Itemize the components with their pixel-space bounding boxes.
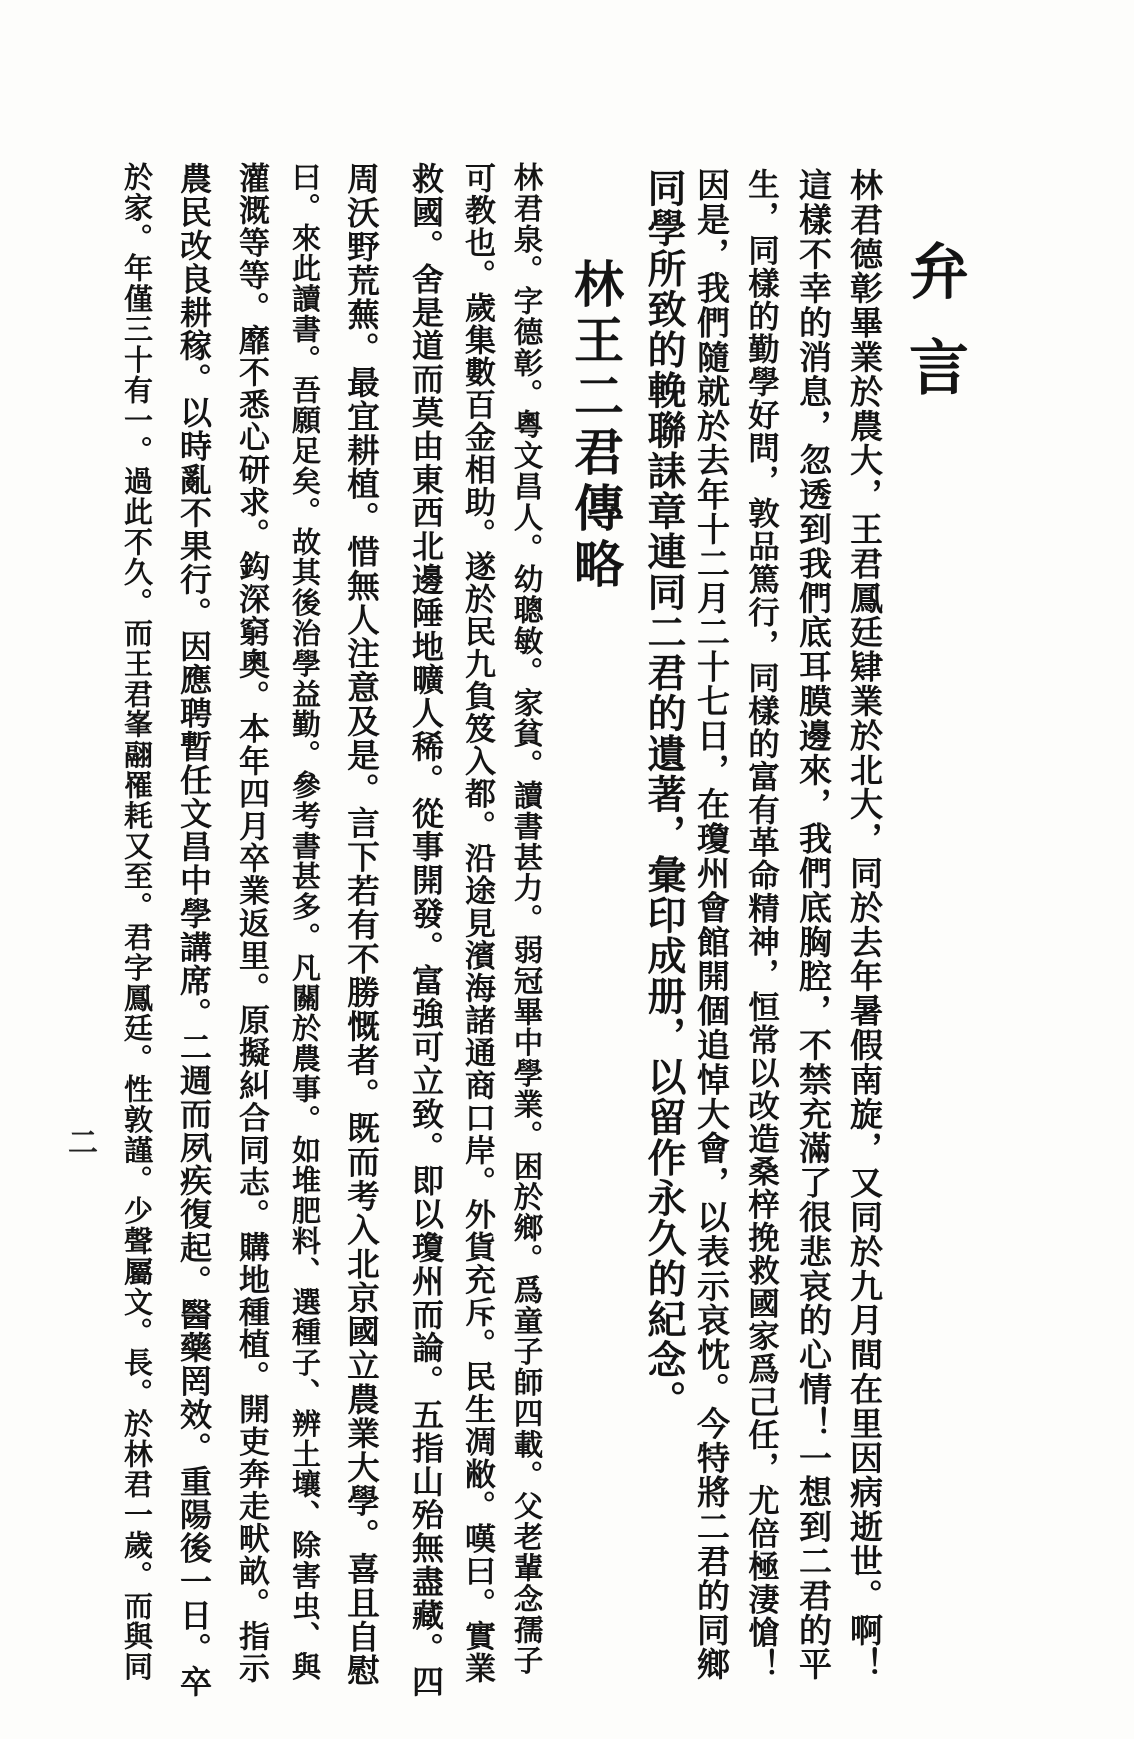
preface-column-4: 因是，我們隨就於去年十二月二十七日，在瓊州會館開個追悼大會，以表示哀忱。今特將二君的同鄉 [692,168,731,1682]
preface-column-5: 同學所致的輓聯誄章連同二君的遺著，彙印成册，以留作永久的紀念。 [641,168,687,1421]
preface-title: 弁言 [899,240,969,432]
page-number: 二 [68,1126,98,1161]
biography-column-2: 可教也。歲集數百金相助。遂於民九負笈入都。沿途見濱海諸通商口岸。外貨充斥。民生凋敝。嘆曰。實業 [459,162,495,1685]
preface-column-3: 生，同樣的勤學好問，敦品篤行，同樣的富有革命精神，恒常以改造桑梓挽救國家爲己任，尤倍極淒愴！ [743,168,781,1682]
biography-column-7: 農民改良耕稼。以時亂不果行。因應聘暫任文昌中學講席。二週而夙疾復起。醫藥罔效。重陽後一日。卒 [175,162,213,1699]
preface-column-1: 林君德彰畢業於農大，王君鳳廷肄業於北大，同於去年暑假南旋，又同於九月間在里因病逝世。啊！ [845,168,884,1682]
biography-column-3: 救國。舍是道而莫由東西北邊陲地曠人稀。從事開發。富強可立致。即以瓊州而論。五指山殆無盡藏。四 [407,162,445,1699]
preface-column-2: 這樣不幸的消息，忽透到我們底耳膜邊來，我們底胸腔，不禁充滿了很悲哀的心情！一想到二君的平 [794,168,833,1682]
biography-column-4: 周沃野荒蕪。最宜耕植。惜無人注意及是。言下若有不勝慨者。既而考入北京國立農業大學。喜且自慰 [342,162,382,1688]
biography-column-8: 於家。年僅三十有一。過此不久。而王君峯翮罹耗又至。君字鳳廷。性敦謹。少聲屬文。長。於林君一歲。而與同 [120,162,154,1682]
biography-column-6: 灌溉等等。靡不悉心研求。鈎深窮奧。本年四月卒業返里。原擬糾合同志。購地種植。開吏奔走畎畝。指示 [233,162,269,1685]
biography-column-5: 曰。來此讀書。吾願足矣。故其後治學益勤。參考書甚多。凡關於農事。如堆肥料、選種子、辨土壤、除害虫、與 [288,162,322,1682]
biography-column-1: 林君泉。字德彰。粵文昌人。幼聰敏。家貧。讀書甚力。弱冠畢中學業。困於鄉。爲童子師四載。父老輩念孺子 [509,162,545,1677]
biography-title: 林王二君傳略 [566,258,625,594]
